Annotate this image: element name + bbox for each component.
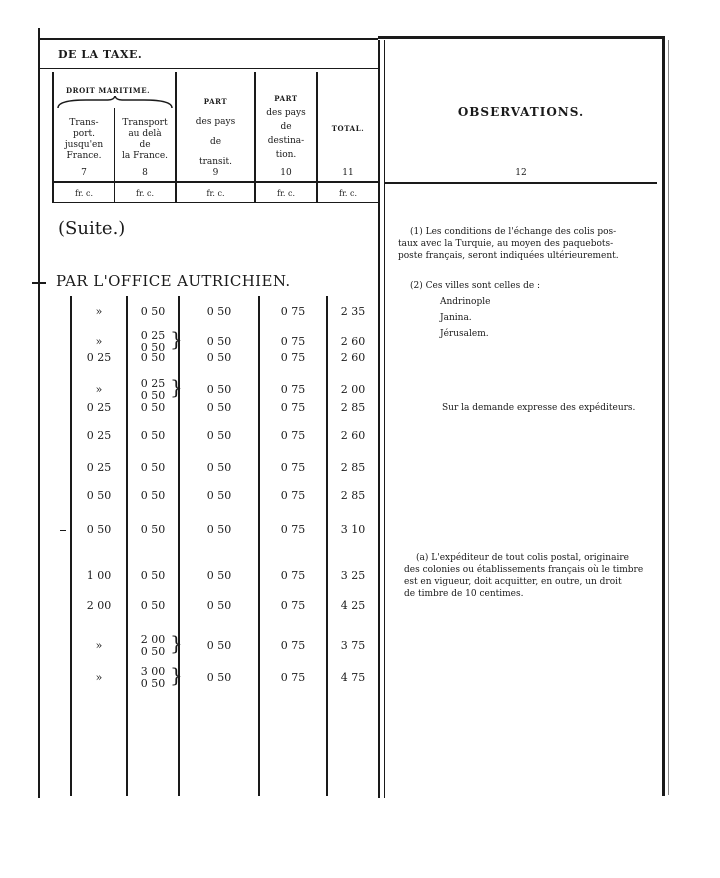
- section-left-tick: [32, 282, 46, 284]
- body-col7-left: [70, 296, 72, 796]
- cell-c8-row-5-line-1: 0 50: [140, 401, 166, 414]
- body-col9-10: [258, 296, 260, 796]
- col11-number: 11: [342, 168, 354, 178]
- col7-number: 7: [81, 168, 87, 178]
- cell-c8-row-2-line-2: 0 50: [140, 341, 166, 354]
- cell-c8-row-12-line-1: 2 00: [140, 633, 166, 646]
- suite-label: (Suite.): [58, 218, 126, 239]
- cell-c8-row-3-line-1: 0 50: [140, 351, 166, 364]
- top-frame-line-left: [38, 38, 378, 40]
- right-frame-line: [662, 36, 665, 796]
- observations-divider: [378, 40, 380, 798]
- cell-c9-row-2: 0 50: [206, 335, 232, 348]
- cell-c8-row-10-line-1: 0 50: [140, 569, 166, 582]
- demand-note: Sur la demande expresse des expéditeurs.: [442, 403, 636, 413]
- col8-unit: fr. c.: [135, 189, 154, 198]
- left-frame-line: [38, 28, 40, 798]
- brace-row-13: }: [170, 663, 183, 687]
- cell-c10-row-9: 0 75: [280, 523, 306, 536]
- cell-c8-row-6-line-1: 0 50: [140, 429, 166, 442]
- header-bottom-rule: [52, 181, 378, 183]
- cell-c8-row-9-line-1: 0 50: [140, 523, 166, 536]
- cell-c11-row-1: 2 35: [340, 305, 366, 318]
- col10-unit: fr. c.: [276, 189, 295, 198]
- cell-c7-row-10: 1 00: [86, 569, 112, 582]
- body-col7-8: [126, 296, 128, 796]
- col8-header: Transport au delà de la France.: [121, 118, 169, 161]
- col11-unit: fr. c.: [338, 189, 357, 198]
- cell-c9-row-6: 0 50: [206, 429, 232, 442]
- cell-c8-row-4-line-1: 0 25: [140, 377, 166, 390]
- top-frame-line-right: [378, 36, 664, 39]
- note-2: (2) Ces villes sont celles de : Andrinople Janina. Jérusalem.: [410, 281, 541, 339]
- cell-c8-row-13-line-2: 0 50: [140, 677, 166, 690]
- cell-c10-row-7: 0 75: [280, 461, 306, 474]
- cell-c9-row-11: 0 50: [206, 599, 232, 612]
- cell-c8-row-13-line-1: 3 00: [140, 665, 166, 678]
- section-title: PAR L'OFFICE AUTRICHIEN.: [56, 272, 291, 290]
- header-title-underline: [40, 68, 378, 69]
- cell-c11-row-9: 3 10: [340, 523, 366, 536]
- cell-c10-row-10: 0 75: [280, 569, 306, 582]
- cell-c10-row-1: 0 75: [280, 305, 306, 318]
- cell-c11-row-13: 4 75: [340, 671, 366, 684]
- cell-c10-row-5: 0 75: [280, 401, 306, 414]
- cell-c10-row-2: 0 75: [280, 335, 306, 348]
- body-col8-9: [178, 296, 180, 796]
- brace-row-12: }: [170, 631, 183, 655]
- note-1: (1) Les conditions de l'échange des colis pos- taux avec la Turquie, au moyen des paquebots- poste français, seront indiquées ultérieurement.: [398, 227, 619, 261]
- cell-c8-row-12-line-2: 0 50: [140, 645, 166, 658]
- cell-c10-row-13: 0 75: [280, 671, 306, 684]
- cell-c11-row-3: 2 60: [340, 351, 366, 364]
- cell-c9-row-13: 0 50: [206, 671, 232, 684]
- cell-c10-row-6: 0 75: [280, 429, 306, 442]
- col7-unit: fr. c.: [74, 189, 93, 198]
- cell-c10-row-11: 0 75: [280, 599, 306, 612]
- droit-maritime-label: DROIT MARITIME.: [66, 86, 151, 95]
- col11-header: TOTAL.: [331, 124, 365, 133]
- cell-c7-row-6: 0 25: [86, 429, 112, 442]
- body-col10-11: [326, 296, 328, 796]
- col10-11-line: [316, 72, 318, 202]
- cell-c11-row-10: 3 25: [340, 569, 366, 582]
- cell-c11-row-5: 2 85: [340, 401, 366, 414]
- page-header-title: DE LA TAXE.: [58, 48, 143, 61]
- cell-c7-row-13: »: [95, 671, 103, 684]
- cell-c9-row-9: 0 50: [206, 523, 232, 536]
- cell-c10-row-8: 0 75: [280, 489, 306, 502]
- col9-unit: fr. c.: [206, 189, 225, 198]
- cell-c7-row-9: 0 50: [86, 523, 112, 536]
- cell-c11-row-8: 2 85: [340, 489, 366, 502]
- cell-c11-row-2: 2 60: [340, 335, 366, 348]
- brace-row-2: }: [170, 327, 183, 351]
- cell-c7-row-11: 2 00: [86, 599, 112, 612]
- header-bottom-rule-right: [385, 182, 657, 184]
- observations-divider-2: [384, 40, 385, 798]
- col9-number: 9: [212, 168, 219, 178]
- cell-c9-row-5: 0 50: [206, 401, 232, 414]
- cell-c11-row-11: 4 25: [340, 599, 366, 612]
- col10-header: PART des pays de destina- tion.: [266, 94, 306, 160]
- droit-maritime-brace: [56, 96, 174, 110]
- note-a: (a) L'expéditeur de tout colis postal, originaire des colonies ou établissements français où le timbre est en vigueur, doit acquitter, en outre, un droit de timbre de 10 centimes.: [404, 553, 644, 599]
- cell-c7-row-1: »: [95, 305, 103, 318]
- cell-c7-row-3: 0 25: [86, 351, 112, 364]
- brace-row-4: }: [170, 375, 183, 399]
- cell-c9-row-7: 0 50: [206, 461, 232, 474]
- col7-header: Trans- port. jusqu'en France.: [64, 118, 104, 161]
- cell-c7-row-12: »: [95, 639, 103, 652]
- cell-c7-row-8: 0 50: [86, 489, 112, 502]
- cell-c9-row-4: 0 50: [206, 383, 232, 396]
- cell-c7-row-5: 0 25: [86, 401, 112, 414]
- cell-c9-row-3: 0 50: [206, 351, 232, 364]
- col9-header: PART des pays de transit.: [195, 97, 236, 167]
- cell-c11-row-7: 2 85: [340, 461, 366, 474]
- right-frame-line-outer: [668, 40, 669, 795]
- col8-number: 8: [142, 168, 148, 178]
- cell-c8-row-8-line-1: 0 50: [140, 489, 166, 502]
- cell-c11-row-6: 2 60: [340, 429, 366, 442]
- cell-c9-row-8: 0 50: [206, 489, 232, 502]
- row-9-left-dash: [60, 530, 66, 531]
- cell-c10-row-4: 0 75: [280, 383, 306, 396]
- cell-c11-row-12: 3 75: [340, 639, 366, 652]
- observations-title: OBSERVATIONS.: [457, 105, 585, 119]
- cell-c8-row-4-line-2: 0 50: [140, 389, 166, 402]
- cell-c8-row-7-line-1: 0 50: [140, 461, 166, 474]
- observations-number: 12: [515, 168, 527, 178]
- col10-number: 10: [280, 168, 292, 178]
- cell-c8-row-2-line-1: 0 25: [140, 329, 166, 342]
- cell-c7-row-7: 0 25: [86, 461, 112, 474]
- cell-c9-row-1: 0 50: [206, 305, 232, 318]
- cell-c10-row-3: 0 75: [280, 351, 306, 364]
- cell-c8-row-1-line-1: 0 50: [140, 305, 166, 318]
- units-underline: [52, 202, 378, 203]
- cell-c9-row-10: 0 50: [206, 569, 232, 582]
- cell-c11-row-4: 2 00: [340, 383, 366, 396]
- cell-c8-row-11-line-1: 0 50: [140, 599, 166, 612]
- cell-c10-row-12: 0 75: [280, 639, 306, 652]
- cell-c7-row-4: »: [95, 383, 103, 396]
- cell-c7-row-2: »: [95, 335, 103, 348]
- cell-c9-row-12: 0 50: [206, 639, 232, 652]
